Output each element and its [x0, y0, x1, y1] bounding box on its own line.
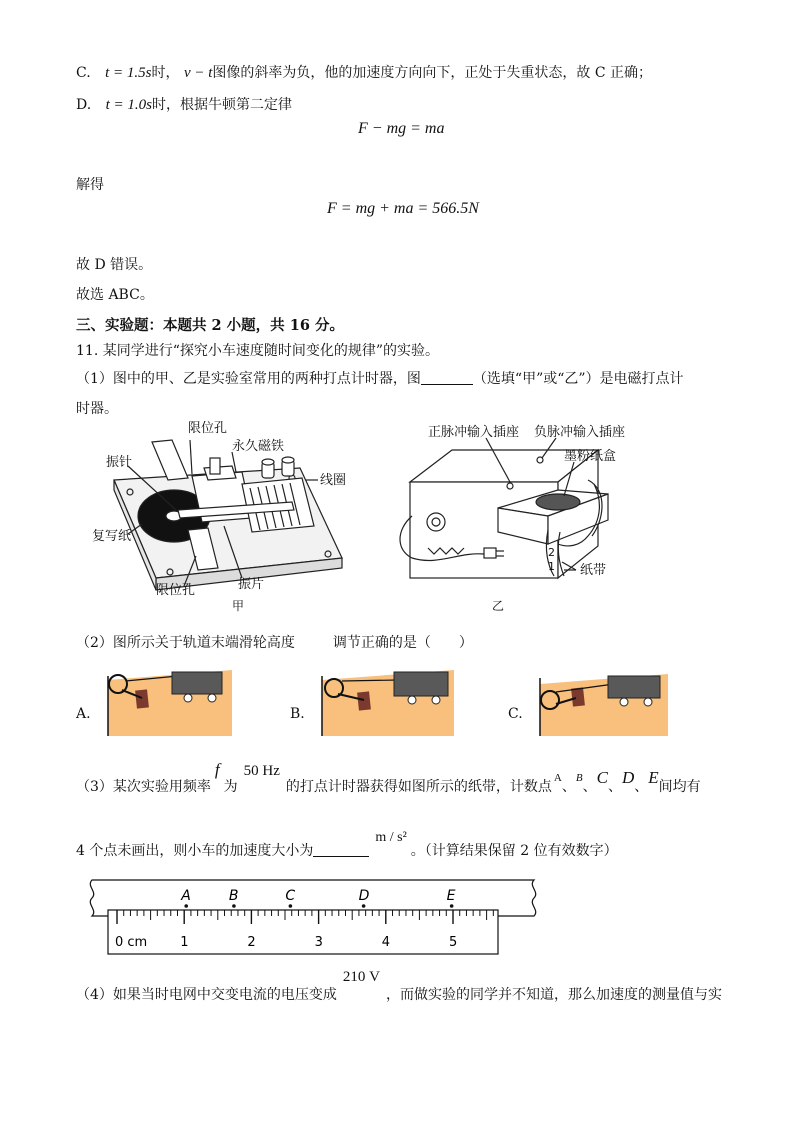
q1-text-b: （选填“甲”或“乙”）是电磁打点计: [472, 371, 684, 387]
tape-point-label-d: D: [358, 888, 370, 904]
label-carbon-paper: 复写纸: [92, 529, 132, 544]
label-tape-2: 2: [548, 546, 555, 559]
tape-point-label-c: C: [285, 888, 296, 904]
q3-line: [76, 762, 701, 802]
q3-text-a: （3）某次实验用频率: [76, 779, 211, 795]
question-11: 11. 某同学进行“探究小车速度随时间变化的规律”的实验。: [76, 343, 440, 359]
label-tape: 纸带: [580, 563, 607, 578]
equation-1: F − mg = ma: [358, 120, 445, 137]
q3-text-d: 4 个点未画出，则小车的加速度大小为: [76, 843, 314, 859]
q3-text-b: 的打点计时器获得如图所示的纸带，计数点: [285, 779, 552, 795]
line-c: [76, 62, 652, 82]
paper-tape-figure: [84, 870, 550, 956]
jiede-label: 解得: [76, 177, 104, 193]
q4-text-a: （4）如果当时电网中交变电流的电压变成: [76, 987, 337, 1003]
q3-point-a: A: [553, 772, 562, 784]
tape-point-a: [184, 904, 188, 908]
choose-answer: 故选 ABC。: [76, 287, 154, 303]
q3-point-e: E: [648, 768, 659, 787]
label-limit-hole-bottom: 限位孔: [156, 583, 196, 598]
q3-text-c: 间均有: [658, 779, 701, 795]
label-magnet: 永久磁铁: [232, 439, 285, 454]
label-ink-box: 墨粉纸盒: [564, 449, 617, 464]
label-limit-hole-top: 限位孔: [188, 421, 228, 436]
figure-jia: [92, 418, 362, 614]
label-tape-1: 1: [548, 560, 555, 573]
c-vt: v − t: [183, 65, 213, 81]
q1-line: [76, 368, 684, 388]
label-coil: 线圈: [320, 473, 347, 488]
tape-point-b: [232, 904, 236, 908]
section-title: 三、实验题：本题共 2 小题，共 16 分。: [76, 317, 344, 334]
q2-line: [76, 632, 473, 652]
label-pos-socket: 正脉冲输入插座: [428, 425, 520, 440]
ruler-number: 4: [381, 935, 391, 950]
ruler-number: 2: [247, 935, 256, 950]
label-needle: 振针: [106, 455, 133, 470]
q1-text-c: 时器。: [76, 401, 118, 417]
q1-answer-blank[interactable]: [421, 370, 473, 385]
c-label: C.: [76, 65, 91, 81]
line-d: [76, 94, 292, 114]
tape-point-label-a: A: [181, 888, 191, 904]
q2-text-b: 调节正确的是（ ）: [332, 635, 473, 651]
tape-point-d: [362, 904, 366, 908]
equation-2: [327, 200, 479, 218]
ruler-body: [108, 910, 498, 954]
option-a-figure[interactable]: [104, 668, 236, 738]
d-time: t = 1.0s: [105, 97, 153, 113]
option-b-figure[interactable]: [318, 668, 458, 738]
q3-wei: 为: [223, 779, 238, 795]
caption-yi: 乙: [492, 599, 505, 613]
q4-text-b: ，而做实验的同学并不知道，那么加速度的测量值与实: [386, 987, 722, 1003]
option-a-label[interactable]: A.: [76, 706, 91, 722]
q4-line: [76, 966, 722, 1006]
q3-point-c: C: [596, 768, 608, 787]
ruler-number: 3: [314, 935, 323, 950]
c-text: 图像的斜率为负，他的加速度方向向下，正处于失重状态，故 C 正确；: [212, 65, 653, 81]
tape-point-c: [289, 904, 293, 908]
q1-text-a: （1）图中的甲、乙是实验室常用的两种打点计时器，图: [76, 371, 421, 387]
label-reed: 振片: [238, 577, 265, 592]
option-c-figure[interactable]: [536, 668, 672, 738]
label-neg-socket: 负脉冲输入插座: [534, 425, 626, 440]
d-label: D.: [76, 97, 92, 113]
q3-point-d: D: [621, 768, 635, 787]
tape-point-e: [450, 904, 454, 908]
q3-answer-blank[interactable]: [313, 842, 369, 857]
c-when: 时，: [151, 65, 180, 81]
q3-sep-4: 、: [634, 779, 649, 795]
q3-f: f: [214, 760, 220, 779]
q3-text-e: 。（计算结果保留 2 位有效数字）: [410, 843, 618, 859]
figure-yi: [398, 420, 648, 614]
q3-frequency: 50 Hz: [243, 763, 280, 779]
q2-text-a: （2）图所示关于轨道末端滑轮高度: [76, 635, 295, 651]
q3-sep-1: 、: [561, 779, 576, 795]
q4-voltage: 210 V: [342, 969, 380, 985]
tape-point-label-b: B: [228, 888, 239, 904]
c-time: t = 1.5s: [105, 65, 152, 81]
d-wrong: 故 D 错误。: [76, 257, 153, 273]
option-b-label[interactable]: B.: [290, 706, 305, 722]
d-text: 时，根据牛顿第二定律: [152, 97, 293, 113]
q3-sep-3: 、: [607, 779, 622, 795]
ruler-number: 1: [180, 935, 189, 950]
q3-point-b: B: [575, 772, 583, 784]
q3-sep-2: 、: [582, 779, 597, 795]
q3-line-2: [76, 826, 618, 859]
tape-point-label-e: E: [446, 888, 456, 904]
option-c-label[interactable]: C.: [508, 706, 523, 722]
equation-2-text: F = mg + ma = 566.5N: [327, 200, 479, 217]
ruler-number: 0 cm: [115, 935, 148, 950]
q3-unit: m / s²: [375, 830, 407, 845]
caption-jia: 甲: [232, 599, 245, 613]
ruler-number: 5: [449, 935, 458, 950]
